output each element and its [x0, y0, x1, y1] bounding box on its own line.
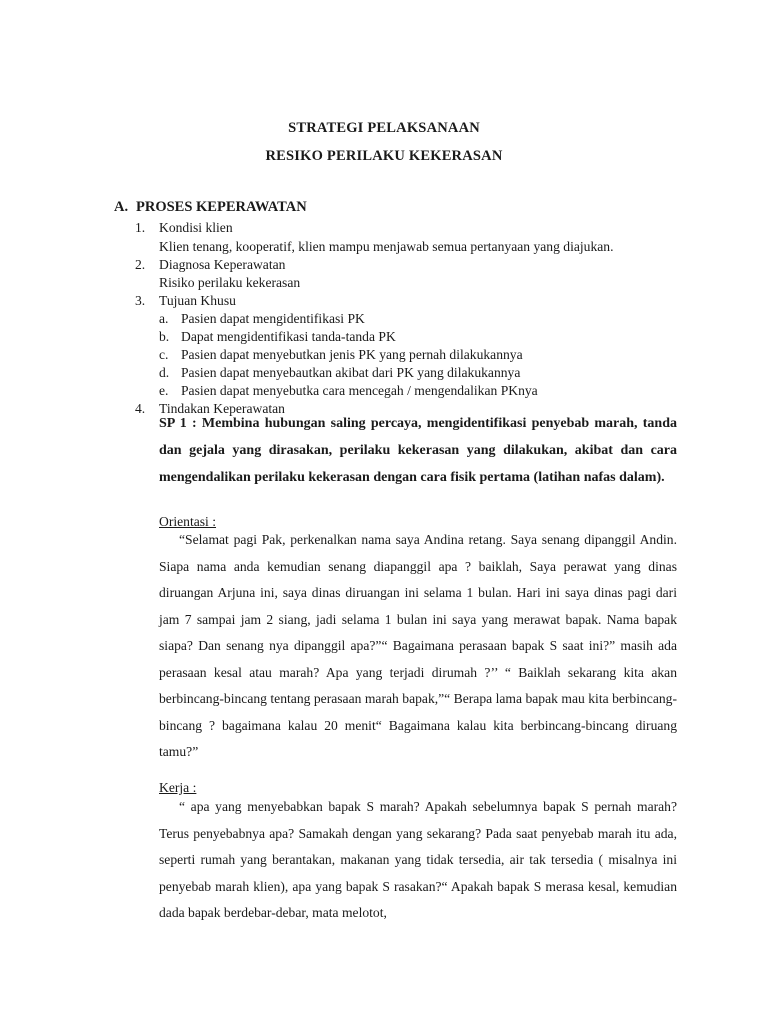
section-marker: A.: [114, 199, 129, 215]
item-number: 1.: [135, 220, 146, 235]
subitem-marker: b.: [159, 329, 170, 344]
section-heading: [114, 199, 307, 216]
item-detail: Klien tenang, kooperatif, klien mampu menjawab semua pertanyaan yang diajukan.: [159, 239, 614, 254]
item-label: Kondisi klien: [159, 220, 233, 235]
document-subtitle: RESIKO PERILAKU KEKERASAN: [265, 148, 503, 164]
subitem-text: Pasien dapat menyebautkan akibat dari PK yang dilakukannya: [181, 365, 521, 380]
item-label: Tujuan Khusu: [159, 293, 236, 308]
subitem-text: Pasien dapat mengidentifikasi PK: [181, 311, 365, 326]
orientasi-paragraph: “Selamat pagi Pak, perkenalkan nama saya Andina retang. Saya senang dipanggil Andin. Siapa nama anda kemudian senang diapanggil apa ? baiklah, Saya perawat yang dinas diruangan Arjuna ini, saya dinas diruangan ini selama 1 bulan. Hari ini saya dinas pagi dari jam 7 sampai jam 2 siang, jadi selama 1 bulan ini saya yang merawat bapak. Nama bapak siapa? Dan senang nya dipanggil apa?”“ Bagaimana perasaan bapak S saat ini?” masih ada perasaan kesal atau marah? Apa yang terjadi dirumah ?’’ “ Baiklah sekarang kita akan berbincang-bincang tentang perasaan marah bapak,”“ Berapa lama bapak mau kita berbincang-bincang ? bagaimana kalau 20 menit“ Bagaimana kalau kita berbincang-bincang diruang tamu?”: [159, 532, 677, 759]
subitem-marker: d.: [159, 365, 170, 380]
document-title: STRATEGI PELAKSANAAN: [288, 120, 480, 136]
item-number: 4.: [135, 401, 146, 416]
kerja-paragraph: “ apa yang menyebabkan bapak S marah? Apakah sebelumnya bapak S pernah marah? Terus penyebabnya apa? Samakah dengan yang sekarang? Pada saat penyebab marah itu ada, seperti rumah yang berantakan, makanan yang tidak tersedia, air tak tersedia ( misalnya ini penyebab marah klien), apa yang bapak S rasakan?“ Apakah bapak S merasa kesal, kemudian dada bapak berdebar-debar, mata melotot,: [159, 799, 677, 920]
item-number: 3.: [135, 293, 146, 308]
orientasi-label: Orientasi :: [159, 514, 217, 529]
section-title: PROSES KEPERAWATAN: [136, 199, 307, 215]
item-number: 2.: [135, 257, 146, 272]
subitem-marker: c.: [159, 347, 169, 362]
subitem-text: Pasien dapat menyebutkan jenis PK yang pernah dilakukannya: [181, 347, 523, 362]
kerja-label: Kerja :: [159, 780, 197, 795]
subitem-marker: e.: [159, 383, 169, 398]
item-detail: Risiko perilaku kekerasan: [159, 275, 301, 290]
sp1-heading: SP 1 : Membina hubungan saling percaya, mengidentifikasi penyebab marah, tanda dan gejala yang dirasakan, perilaku kekerasan yang dilakukan, akibat dan cara mengendalikan perilaku kekerasan dengan cara fisik pertama (latihan nafas dalam).: [159, 416, 677, 485]
subitem-text: Pasien dapat menyebutka cara mencegah / mengendalikan PKnya: [181, 383, 538, 398]
subitem-marker: a.: [159, 311, 169, 326]
item-label: Diagnosa Keperawatan: [159, 257, 286, 272]
subitem-text: Dapat mengidentifikasi tanda-tanda PK: [181, 329, 396, 344]
item-label: Tindakan Keperawatan: [159, 401, 285, 416]
